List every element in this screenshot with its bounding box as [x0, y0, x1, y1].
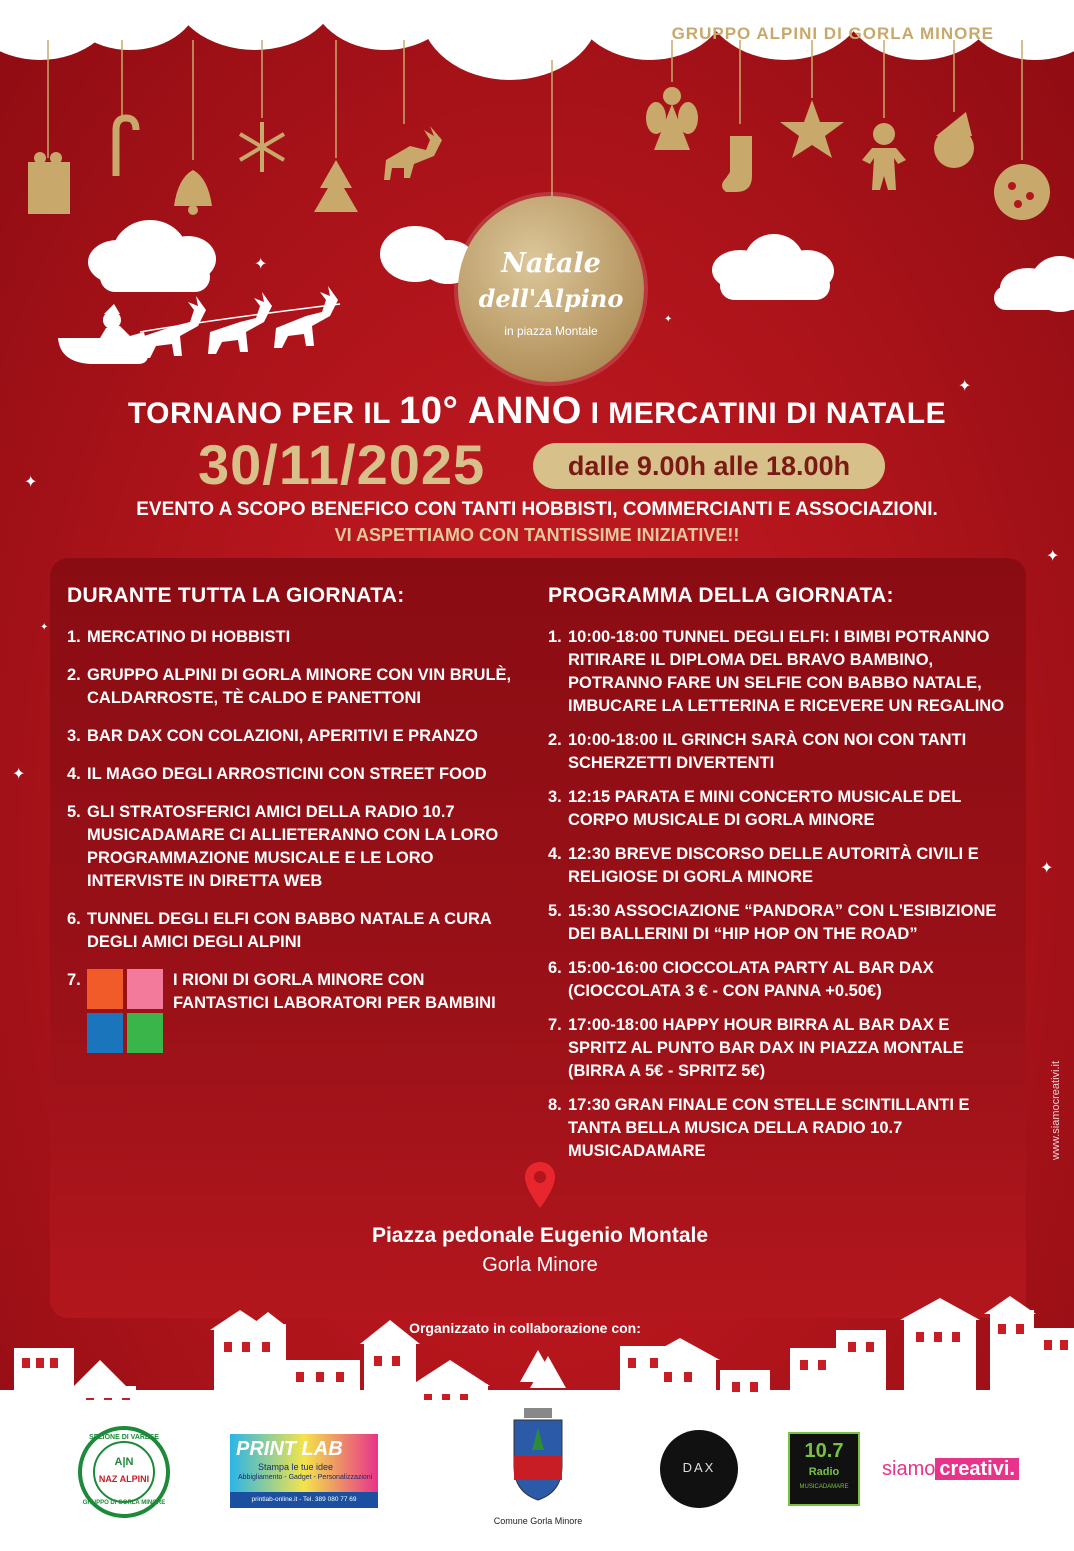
location-pin-icon [523, 1160, 557, 1210]
list-item: 1. 10:00-18:00 TUNNEL DEGLI ELFI: I BIMBI POTRANNO RITIRARE IL DIPLOMA DEL BRAVO BAMBINO, POTRANNO FARE UN SELFIE CON BABBO NATALE, IMBUCARE LA LETTERINA E RICEVERE UN REGALINO [548, 628, 1005, 715]
list-item: 2. GRUPPO ALPINI DI GORLA MINORE CON VIN BRULÈ, CALDARROSTE, TÈ CALDO E PANETTONI [67, 666, 512, 707]
radio-logo [788, 1432, 860, 1506]
list-item: 4. 12:30 BREVE DISCORSO DELLE AUTORITÀ CIVILI E RELIGIOSE DI GORLA MINORE [548, 845, 979, 886]
list-item: 6. 15:00-16:00 CIOCCOLATA PARTY AL BAR DAX (CIOCCOLATA 3 € - CON PANNA +0.50€) [548, 959, 934, 1000]
collaboration-label: Organizzato in collaborazione con: [409, 1320, 641, 1336]
location-place: Piazza pedonale Eugenio Montale [371, 1224, 709, 1247]
event-invitation: VI ASPETTIAMO CON TANTISSIME INIZIATIVE!! [334, 525, 740, 545]
radio-sub: MUSICADAMARE [799, 1484, 849, 1490]
santa-sleigh-icon [50, 270, 380, 380]
dax-logo [660, 1430, 738, 1508]
list-item: 3. BAR DAX CON COLAZIONI, APERITIVI E PRANZO [67, 727, 478, 745]
list-item: 7. I RIONI DI GORLA MINORE CON FANTASTICI LABORATORI PER BAMBINI [67, 969, 517, 1053]
headline-anniversary: 10° ANNO [399, 390, 582, 432]
location-town: Gorla Minore [482, 1254, 598, 1276]
printlab-name: PRINT LAB [236, 1438, 343, 1460]
program-title: PROGRAMMA DELLA GIORNATA: [548, 584, 894, 607]
list-item: 4. IL MAGO DEGLI ARROSTICINI CON STREET FOOD [67, 765, 487, 783]
list-item: 8. 17:30 GRAN FINALE CON STELLE SCINTILLANTI E TANTA BELLA MUSICA DELLA RADIO 10.7 MUSICADAMARE [548, 1096, 970, 1160]
poster: GRUPPO ALPINI DI GORLA MINORE Natale dell'Alpino in piazza Montale ✦ ✦ ✦ ✦ ✦ ✦ ✦ ✦ TORNANO PER IL 10° ANNO I MERCATINI DI NATALE 30/11/2025 dalle 9.00h alle 18.00h EVENTO A SCOPO BENEFICO CON TANTI HOBBISTI, COMMERCIANTI E ASSOCIAZIONI. VI ASPETTIAMO CON TANTISSIME INIZIATIVE!! DURANTE TUTTA LA GIORNATA: 1. MERCATINO DI HOBBISTI 2. GRUPPO ALPINI DI GORLA MINORE CON VIN BRULÈ, CALDARROSTE, TÈ CALDO E PANETTONI 3. BAR DAX CON COLAZIONI, APERITIVI E PRANZO 4. IL MAGO DEGLI ARROSTICINI CON STREET FOOD 5. GLI STRATOSFERICI AMICI DELLA RADIO 10.7 MUSICADAMARE CI ALLIETERANNO CON LA LORO PROGRAMMAZIONE MUSICALE E LE LORO INTERVISTE IN DIRETTA WEB 6. TUNNEL DEGLI ELFI CON BABBO NATALE A CURA DEGLI AMICI DEGLI ALPINI 7. I RIONI DI GORLA MINORE CON FANTASTICI LABORATORI PER BAMBINI PROGRAMMA DELLA GIORNATA: 1. 10:00-18:00 TUNNEL DEGLI ELFI: I BIMBI POTRANNO RITIRARE IL DIPLOMA DEL BRAVO BAMBINO, POTRANNO FARE UN SELFIE CON BABBO NATALE, IMBUCARE LA LETTERINA E RICEVERE UN REGALINO 2. 10:00-18:00 IL GRINCH SARÀ CON NOI CON TANTI SCHERZETTI DIVERTENTI 3. 12:15 PARATA E MINI CONCERTO MUSICALE DEL CORPO MUSICALE DI GORLA MINORE 4. 12:30 BREVE DISCORSO DELLE AUTORITÀ CIVILI E RELIGIOSE DI GORLA MINORE 5. 15:30 ASSOCIAZIONE “PANDORA” CON L'ESIBIZIONE DEI BALLERINI DI “HIP HOP ON THE ROAD” 6. 15:00-16:00 CIOCCOLATA PARTY AL BAR DAX (CIOCCOLATA 3 € - CON PANNA +0.50€) 7. 17:00-18:00 HAPPY HOUR BIRRA AL BAR DAX E SPRITZ AL PUNTO BAR DAX IN PIAZZA MONTALE (BIRRA A 5€ - SPRITZ 5€) 8. 17:30 GRAN FINALE CON STELLE SCINTILLANTI E TANTA BELLA MUSICA DELLA RADIO 10.7 MUSICADAMARE Piazza pedonale Eugenio Montale Gorla Minore www.siamocreativi.it Organizzato in collaborazione con: SEZIONE DI VARESE A|N NAZ ALPINI GRUPPO DI GORLA MINORE PRINT LAB Stampa le tue idee Abbigliamento - Gadget - Personalizzazioni printlab-online.it - Tel. 389 080 77 69 Comune Gorla Minore DAX 10.7 Radio MUSICADAMARE siamo creativi. [0, 0, 1074, 1551]
headline-part3: I MERCATINI DI NATALE [581, 397, 947, 430]
all-day-title: DURANTE TUTTA LA GIORNATA: [67, 584, 405, 607]
siamocreativi-logo [882, 1458, 1019, 1488]
headline-part1: TORNANO PER IL [127, 397, 400, 430]
event-hours: dalle 9.00h alle 18.00h [533, 443, 885, 489]
list-item: 5. 15:30 ASSOCIAZIONE “PANDORA” CON L'ESIBIZIONE DEI BALLERINI DI “HIP HOP ON THE ROAD” [548, 902, 997, 943]
printlab-logo [230, 1434, 378, 1508]
event-date: 30/11/2025 [198, 433, 486, 496]
natale-alpino-badge [458, 196, 644, 382]
printlab-tagline: Stampa le tue idee [258, 1462, 334, 1472]
all-day-column [67, 584, 517, 1068]
list-item: 7. 17:00-18:00 HAPPY HOUR BIRRA AL BAR DAX E SPRITZ AL PUNTO BAR DAX IN PIAZZA MONTALE (BIRRA A 5€ - SPRITZ 5€) [548, 1016, 964, 1080]
alpini-ana-text: A|N [114, 1456, 134, 1468]
comune-logo [478, 1406, 598, 1534]
radio-frequency: 10.7 [804, 1440, 844, 1462]
website-side-text: www.siamocreativi.it [1050, 1060, 1062, 1160]
radio-word: Radio [808, 1466, 840, 1478]
printlab-contact: printlab-online.it - Tel. 389 080 77 69 [230, 1492, 378, 1508]
rioni-logo-icon [87, 969, 163, 1053]
alpini-logo [78, 1426, 170, 1518]
badge-line3: in piazza Montale [504, 324, 598, 338]
badge-line2: dell'Alpino [478, 284, 624, 313]
dax-name: DAX [682, 1460, 716, 1475]
comune-crest-icon [510, 1406, 566, 1504]
badge-line1: Natale [501, 248, 601, 279]
event-subtitle: EVENTO A SCOPO BENEFICO CON TANTI HOBBISTI, COMMERCIANTI E ASSOCIAZIONI. [136, 499, 938, 520]
printlab-sub: Abbigliamento - Gadget - Personalizzazioni [238, 1474, 373, 1481]
program-column [548, 584, 1008, 1174]
list-item: 5. GLI STRATOSFERICI AMICI DELLA RADIO 10.7 MUSICADAMARE CI ALLIETERANNO CON LA LORO PROGRAMMAZIONE MUSICALE E LE LORO INTERVISTE IN DIRETTA WEB [67, 803, 499, 890]
comune-caption: Comune Gorla Minore [493, 1516, 583, 1526]
list-item: 1. MERCATINO DI HOBBISTI [67, 628, 291, 646]
creativi-word: creativi. [935, 1458, 1019, 1480]
list-item: 2. 10:00-18:00 IL GRINCH SARÀ CON NOI CON TANTI SCHERZETTI DIVERTENTI [548, 731, 967, 772]
headline [0, 390, 1074, 433]
alpini-top-text: SEZIONE DI VARESE [89, 1434, 159, 1441]
alpini-bottom-text: GRUPPO DI GORLA MINORE [82, 1500, 166, 1506]
list-item: 3. 12:15 PARATA E MINI CONCERTO MUSICALE DEL CORPO MUSICALE DI GORLA MINORE [548, 788, 961, 829]
alpini-center-text: NAZ ALPINI [98, 1474, 150, 1484]
sponsor-footer [0, 1400, 1074, 1545]
list-item: 6. TUNNEL DEGLI ELFI CON BABBO NATALE A CURA DEGLI AMICI DEGLI ALPINI [67, 910, 492, 951]
organizer-top-label: GRUPPO ALPINI DI GORLA MINORE [671, 24, 994, 43]
siamo-word: siamo [882, 1458, 936, 1480]
